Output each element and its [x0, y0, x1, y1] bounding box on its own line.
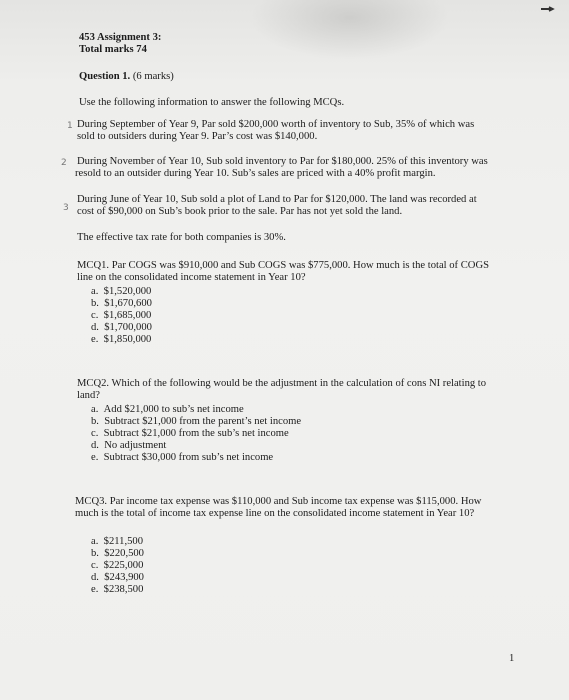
- mcq1-option-e: e. $1,850,000: [91, 334, 152, 345]
- mcq2-option-a: a. Add $21,000 to sub’s net income: [91, 404, 244, 415]
- assignment-title: 453 Assignment 3:: [79, 32, 162, 43]
- fact-1-line-2: sold to outsiders during Year 9. Par’s cost was $140,000.: [77, 131, 318, 142]
- mcq3-option-e: e. $238,500: [91, 584, 144, 595]
- mcq2-stem-line-2: land?: [77, 390, 100, 401]
- tax-note: The effective tax rate for both companies is 30%.: [77, 232, 286, 243]
- fact-1-line-1: During September of Year 9, Par sold $200,000 worth of inventory to Sub, 35% of which was: [77, 119, 475, 130]
- mcq3-option-a: a. $211,500: [91, 536, 143, 547]
- question-intro: Use the following information to answer the following MCQs.: [79, 97, 345, 108]
- question-title: Question 1.: [79, 71, 131, 82]
- mcq2-option-b: b. Subtract $21,000 from the parent’s net income: [91, 416, 302, 427]
- mcq1-option-d: d. $1,700,000: [91, 322, 152, 333]
- mcq1-stem-line-1: MCQ1. Par COGS was $910,000 and Sub COGS was $775,000. How much is the total of COGS: [77, 260, 489, 271]
- mcq2-option-c: c. Subtract $21,000 from the sub’s net income: [91, 428, 289, 439]
- fact-3-line-2: cost of $90,000 on Sub’s book prior to the sale. Par has not yet sold the land.: [77, 206, 403, 217]
- fact-2-line-1: During November of Year 10, Sub sold inventory to Par for $180,000. 25% of this inventory was: [77, 156, 488, 167]
- total-marks: Total marks 74: [79, 44, 147, 55]
- mcq3-option-b: b. $220,500: [91, 548, 144, 559]
- page-shadow: [250, 0, 450, 60]
- mcq3-option-d: d. $243,900: [91, 572, 144, 583]
- mcq1-option-a: a. $1,520,000: [91, 286, 152, 297]
- fact-marker-1: 1: [67, 121, 73, 131]
- mcq2-option-e: e. Subtract $30,000 from sub’s net income: [91, 452, 274, 463]
- mcq2-stem-line-1: MCQ2. Which of the following would be the adjustment in the calculation of cons NI relating to: [77, 378, 487, 389]
- mcq3-stem-line-2: much is the total of income tax expense line on the consolidated income statement in Year 10?: [75, 508, 475, 519]
- question-heading: [79, 71, 174, 83]
- fact-2-line-2: resold to an outsider during Year 10. Sub’s sales are priced with a 40% profit margin.: [75, 168, 436, 179]
- arrow-icon: [539, 6, 563, 20]
- fact-marker-3: 3: [63, 203, 69, 213]
- mcq3-stem-line-1: MCQ3. Par income tax expense was $110,000 and Sub income tax expense was $115,000. How: [75, 496, 482, 507]
- fact-marker-2: 2: [61, 158, 67, 168]
- mcq1-option-b: b. $1,670,600: [91, 298, 152, 309]
- mcq1-option-c: c. $1,685,000: [91, 310, 152, 321]
- mcq3-option-c: c. $225,000: [91, 560, 144, 571]
- page-number: 1: [509, 653, 515, 664]
- fact-3-line-1: During June of Year 10, Sub sold a plot of Land to Par for $120,000. The land was recorded at: [77, 194, 477, 205]
- mcq1-stem-line-2: line on the consolidated income statement in Year 10?: [77, 272, 306, 283]
- mcq2-option-d: d. No adjustment: [91, 440, 167, 451]
- question-marks: (6 marks): [132, 71, 174, 82]
